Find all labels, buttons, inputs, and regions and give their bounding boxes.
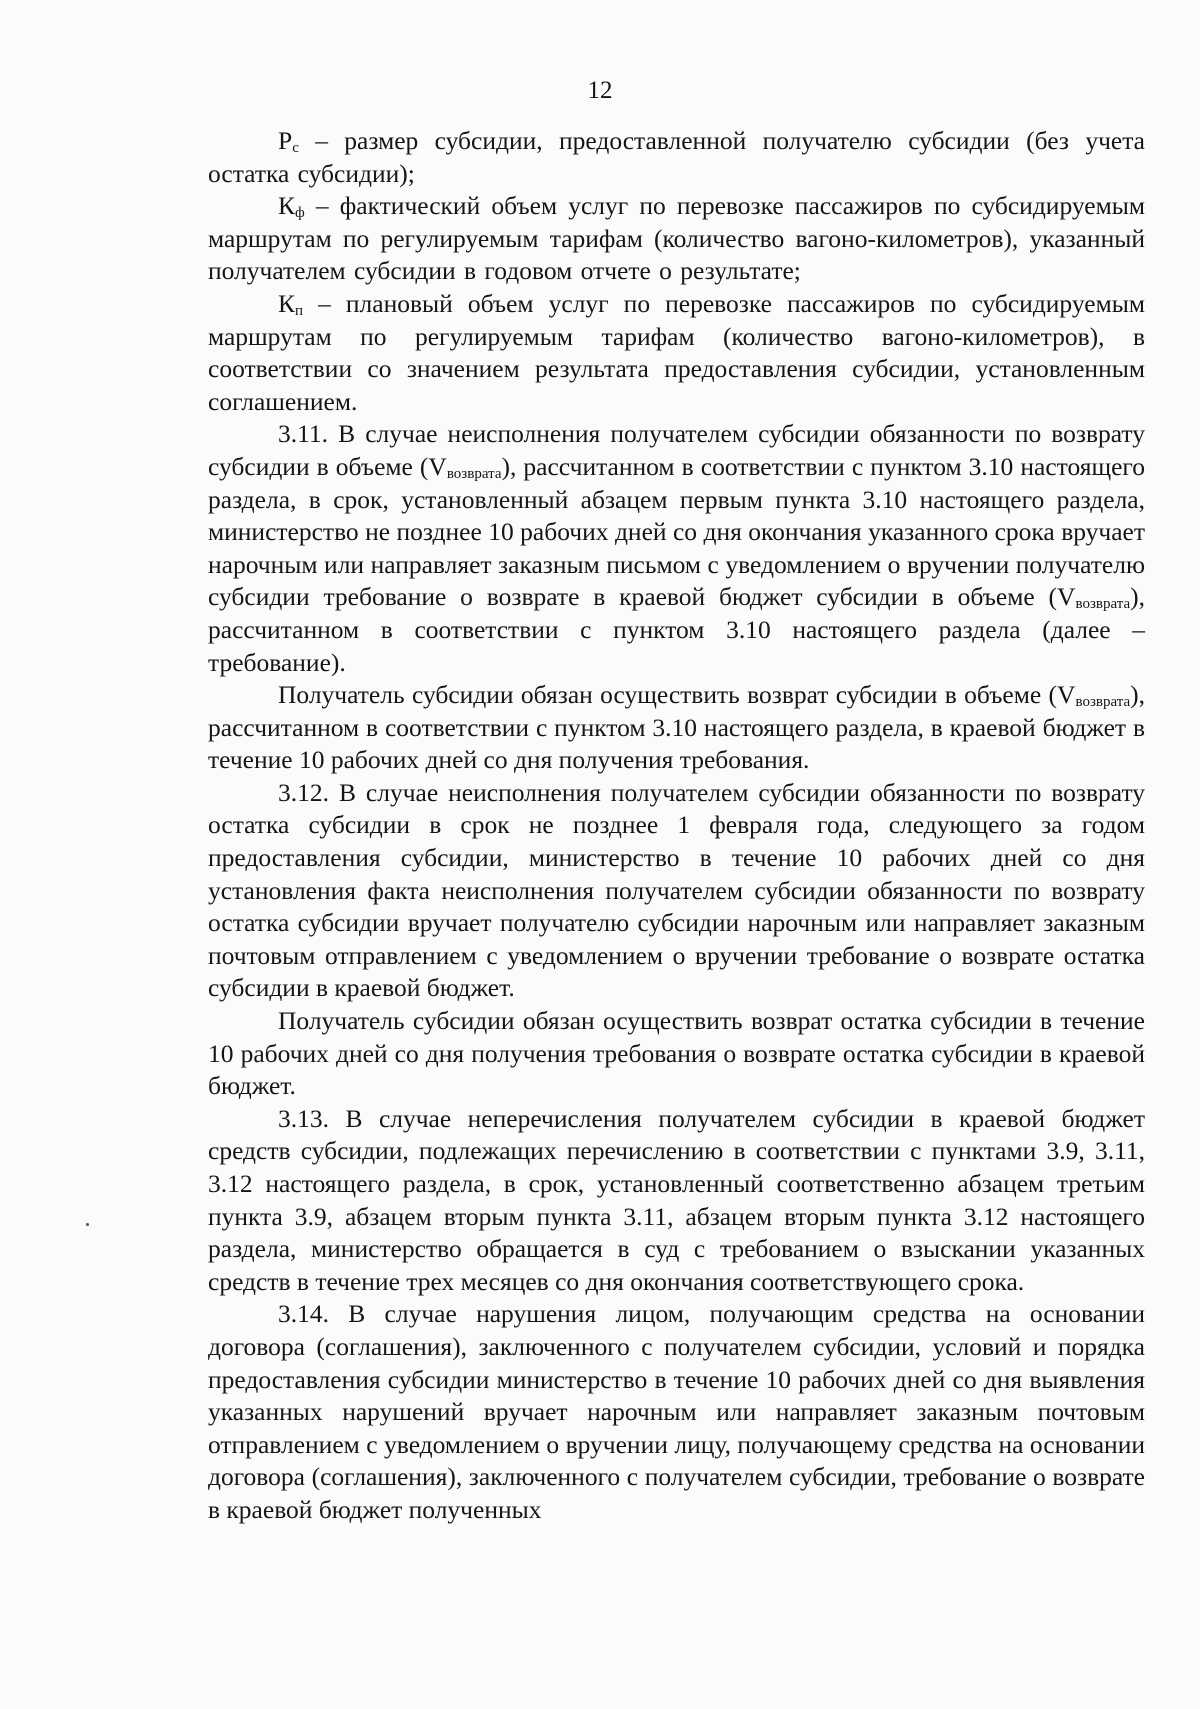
definition-kf (208, 190, 1145, 288)
symbol-k: К (278, 191, 296, 221)
clause-3-13: 3.13. В случае неперечисления получателем субсидии в краевой бюджет средств субсидии, подлежащих перечислению в соответствии с пунктами 3.9, 3.11, 3.12 настоящего раздела, в срок, установленный соответственно абзацем третьим пункта 3.9, абзацем вторым пункта 3.11, абзацем вторым пункта 3.12 настоящего раздела, министерство обращается в суд с требованием о взыскании указанных средств в течение трех месяцев со дня окончания соответствующего срока. (208, 1103, 1145, 1296)
clause-3-11-obligation-part-2: ), рассчитанном в соответствии с пунктом 3.10 настоящего раздела, в краевой бюджет в течение 10 рабочих дней со дня получения требования. (208, 680, 1145, 775)
subscript-vozvrata: возврата (446, 465, 502, 482)
symbol-r: Р (278, 126, 293, 155)
clause-3-11-obligation-part-1: Получатель субсидии обязан осуществить возврат субсидии в объеме (V (278, 680, 1076, 710)
clause-3-11-part-1: 3.11. В случае неисполнения получателем субсидии обязанности по возврату субсидии в объеме (V (208, 419, 1145, 481)
page-number: 12 (587, 77, 613, 104)
subscript-c: с (292, 140, 299, 156)
subscript-f: ф (295, 205, 305, 222)
subscript-p: п (295, 302, 304, 319)
clause-3-11-part-3: ), рассчитанном в соответствии с пунктом 3.10 настоящего раздела (далее – требование). (208, 582, 1145, 677)
document-body (208, 125, 1145, 1527)
clause-3-12: 3.12. В случае неисполнения получателем субсидии обязанности по возврату остатка субсидии в срок не позднее 1 февраля года, следующего за годом предоставления субсидии, министерство в течение 10 рабочих дней со дня установления факта неисполнения получателем субсидии обязанности по возврату остатка субсидии вручает получателю субсидии нарочным или направляет заказным почтовым отправлением с уведомлением о вручении требование о возврате остатка субсидии в краевой бюджет. (208, 777, 1145, 1003)
definition-rc (208, 125, 1145, 190)
clause-3-11 (208, 418, 1145, 679)
definition-kp-text: – плановый объем услуг по перевозке пассажиров по субсидируемым маршрутам по регулируемым тарифам (количество вагоно-километров), в соответствии со значением результата предоставления субсидии, установленным соглашением. (208, 288, 1145, 416)
clause-3-12-obligation: Получатель субсидии обязан осуществить возврат остатка субсидии в течение 10 рабочих дней со дня получения требования о возврате остатка субсидии в краевой бюджет. (208, 1006, 1145, 1101)
definition-kp (208, 288, 1145, 418)
clause-3-14: 3.14. В случае нарушения лицом, получающим средства на основании договора (соглашения), заключенного с получателем субсидии, условий и порядка предоставления субсидии министерство в течение 10 рабочих дней со дня выявления указанных нарушений вручает нарочным или направляет заказным почтовым отправлением с уведомлением о вручении лицу, получающему средства на основании договора (соглашения), заключенного с получателем субсидии, требование о возврате в краевой бюджет полученных (208, 1299, 1145, 1524)
symbol-k: К (278, 288, 296, 318)
scan-speck (86, 1223, 89, 1226)
definition-rc-text: – размер субсидии, предоставленной получателю субсидии (без учета остатка субсидии); (208, 126, 1145, 188)
subscript-vozvrata: возврата (1075, 596, 1131, 613)
subscript-vozvrata: возврата (1075, 694, 1131, 711)
definition-kf-text: – фактический объем услуг по перевозке пассажиров по субсидируемым маршрутам по регулируемым тарифам (количество вагоно-километров), указанный получателем субсидии в годовом отчете о результате; (208, 191, 1145, 286)
clause-3-11-obligation (208, 679, 1145, 777)
clause-3-11-part-2: ), рассчитанном в соответствии с пунктом 3.10 настоящего раздела, в срок, установленный абзацем первым пункта 3.10 настоящего раздела, министерство не позднее 10 рабочих дней со дня окончания указанного срока вручает нарочным или направляет заказным письмом с уведомлением о вручении получателю субсидии требование о возврате в краевой бюджет субсидии в объеме (V (208, 451, 1145, 612)
